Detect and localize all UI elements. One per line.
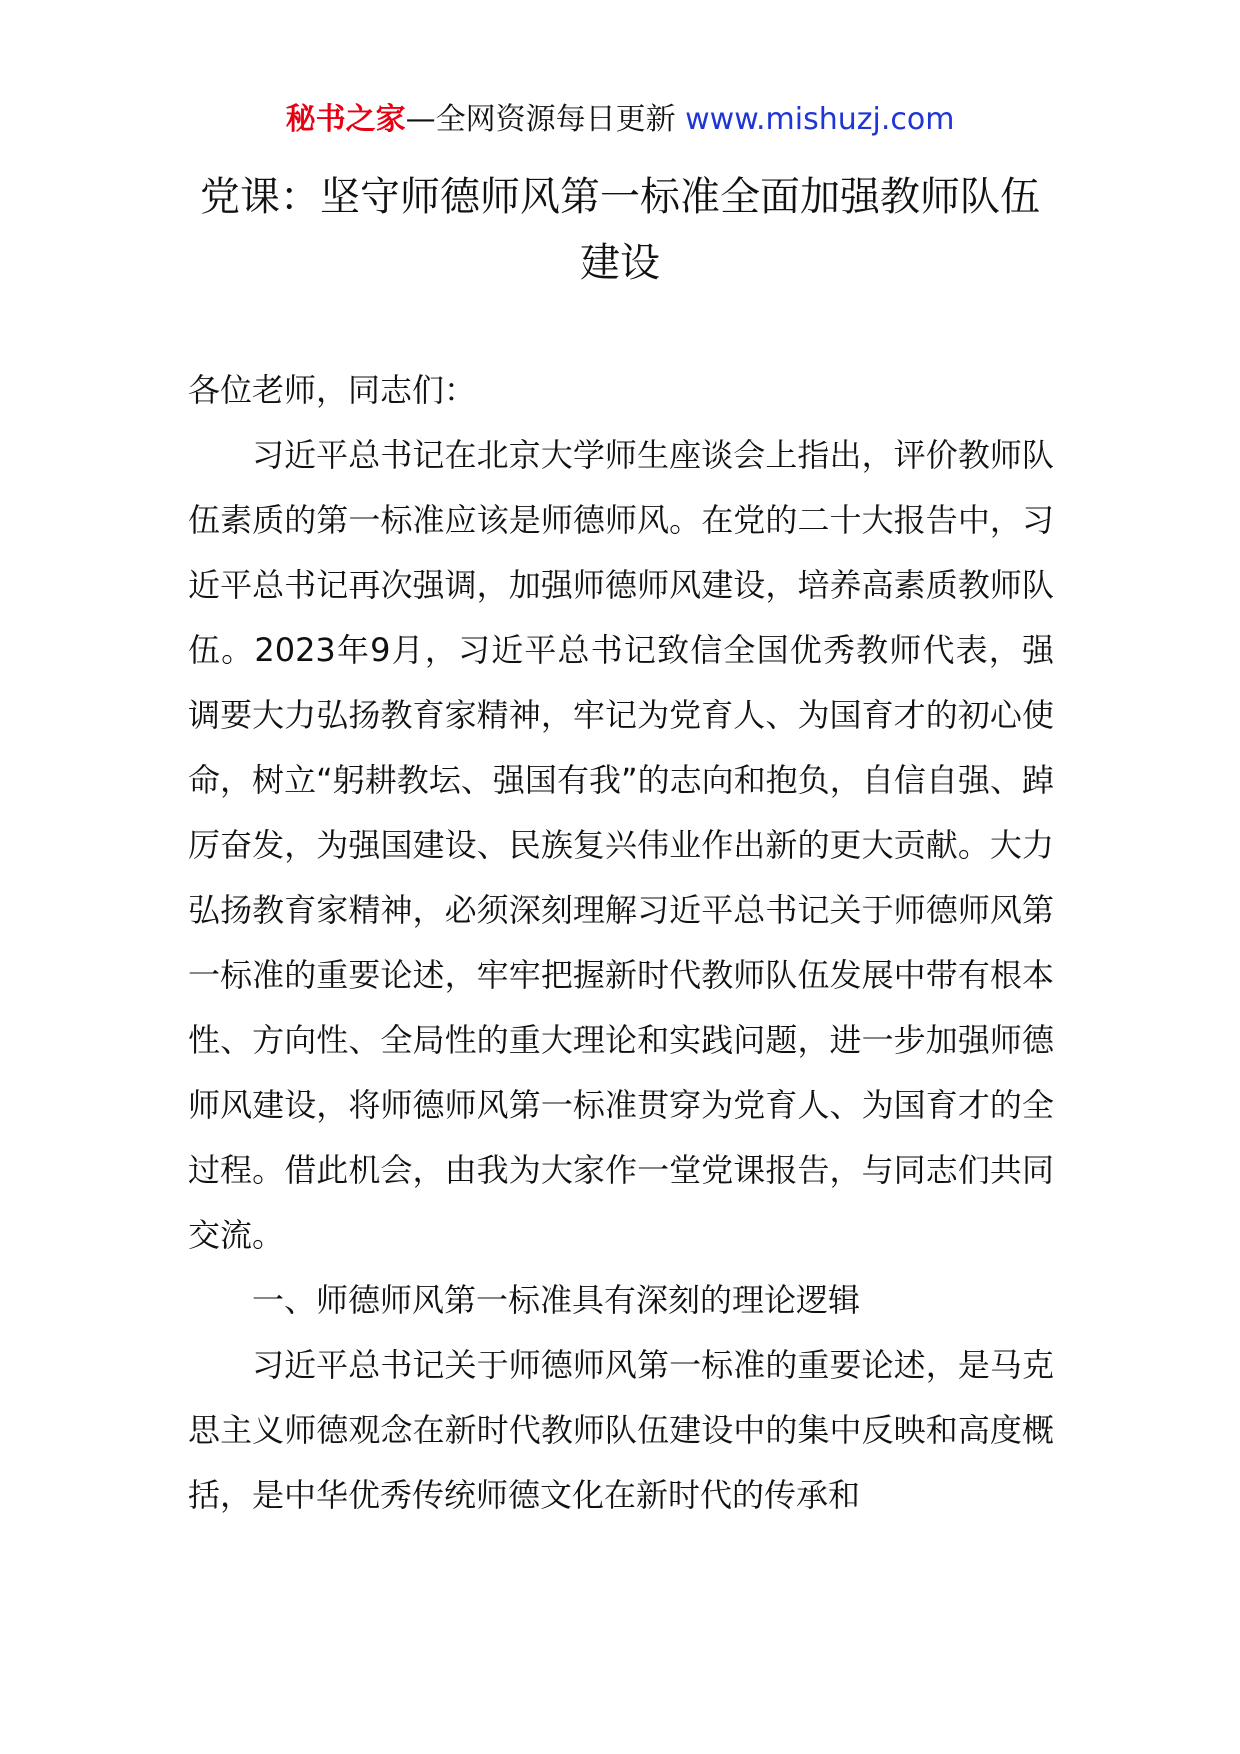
greeting: 各位老师，同志们： — [188, 371, 477, 409]
header-tagline: —全网资源每日更新 — [405, 102, 686, 137]
site-header — [0, 100, 1240, 140]
paragraph-intro: 习近平总书记在北京大学师生座谈会上指出，评价教师队伍素质的第一标准应该是师德师风。在党的二十大报告中，习近平总书记再次强调，加强师德师风建设，培养高素质教师队伍。2023年9月，习近平总书记致信全国优秀教师代表，强调要大力弘扬教育家精神，牢记为党育人、为国育才的初心使命，树立“躬耕教坛、强国有我”的志向和抱负，自信自强、踔厉奋发，为强国建设、民族复兴伟业作出新的更大贡献。大力弘扬教育家精神，必须深刻理解习近平总书记关于师德师风第一标准的重要论述，牢牢把握新时代教师队伍发展中带有根本性、方向性、全局性的重大理论和实践问题，进一步加强师德师风建设，将师德师风第一标准贯穿为党育人、为国育才的全过程。借此机会，由我为大家作一堂党课报告，与同志们共同交流。 — [188, 436, 1054, 1254]
paragraph-section-one: 习近平总书记关于师德师风第一标准的重要论述，是马克思主义师德观念在新时代教师队伍建设中的集中反映和高度概括，是中华优秀传统师德文化在新时代的传承和 — [188, 1346, 1054, 1514]
site-url-link[interactable]: www.mishuzj.com — [685, 102, 955, 137]
document-title: 党课：坚守师德师风第一标准全面加强教师队伍建设 — [200, 174, 1040, 286]
section-heading: 一、师德师风第一标准具有深刻的理论逻辑 — [252, 1281, 861, 1319]
document-body — [188, 358, 1054, 1528]
brand-name: 秘书之家 — [285, 102, 406, 137]
